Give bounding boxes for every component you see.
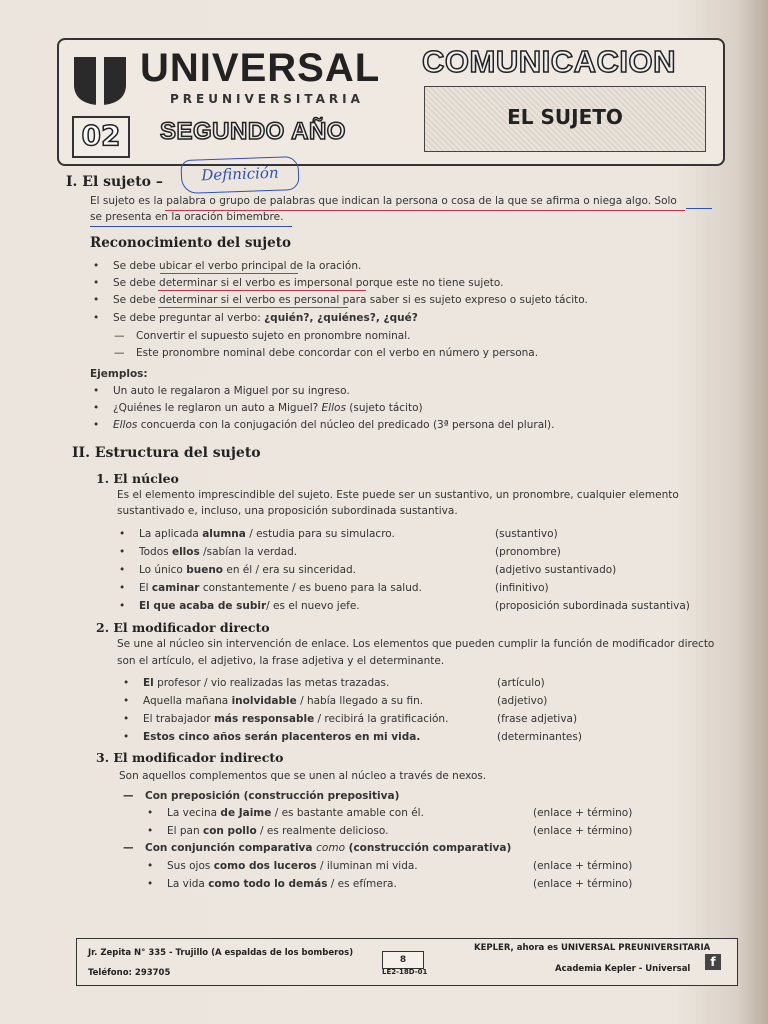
comparative-text: Con conjunción comparativa xyxy=(145,842,317,854)
subsection-nucleus-title: 1. El núcleo xyxy=(96,471,179,486)
category-tag: (enlace + término) xyxy=(533,825,633,837)
example-text: El trabajador xyxy=(143,713,214,725)
example-item xyxy=(167,878,397,890)
footer-address: Jr. Zepita N° 335 - Trujillo (A espaldas de los bomberos) xyxy=(88,948,354,958)
example-item xyxy=(139,564,356,576)
highlighted-term: como dos luceros xyxy=(213,860,317,872)
category-tag: (artículo) xyxy=(497,677,545,689)
highlighted-term: como todo lo demás xyxy=(208,878,328,890)
highlighted-term: El xyxy=(143,677,154,689)
example-item xyxy=(113,419,554,431)
footer-slogan: KEPLER, ahora es UNIVERSAL PREUNIVERSITARIA xyxy=(474,943,711,953)
example-item xyxy=(167,825,388,837)
example-text: El pan xyxy=(167,825,203,837)
example-text: / recibirá la gratificación. xyxy=(314,713,449,725)
direct-modifier-text-1: Se une al núcleo sin intervención de enlace. Los elementos que pueden cumplir la función de modificador directo xyxy=(117,638,715,650)
example-text: / había llegado a su fin. xyxy=(296,695,424,707)
example-text: profesor / vio realizadas las metas trazadas. xyxy=(153,677,390,689)
example-text: / estudia para su simulacro. xyxy=(245,528,395,540)
category-tag: (pronombre) xyxy=(495,546,561,558)
example-text: /sabían la verdad. xyxy=(199,546,298,558)
nucleus-text-1: Es el elemento imprescindible del sujeto. Este puede ser un sustantivo, un pronombre, cualquier elemento xyxy=(117,489,679,501)
example-item: • Un auto le regalaron a Miguel por su ingreso. xyxy=(113,385,350,397)
prepositive-title: — Con preposición (construcción prepositiva) xyxy=(145,790,399,802)
highlighted-term: alumna xyxy=(202,528,246,540)
examples-title: Ejemplos: xyxy=(90,368,148,380)
example-text: La vecina xyxy=(167,807,221,819)
category-tag: (adjetivo) xyxy=(497,695,548,707)
example-text: / es efímera. xyxy=(327,878,397,890)
comparative-title xyxy=(145,842,511,854)
highlighted-term: Estos cinco años serán placenteros en mi vida. xyxy=(143,731,421,743)
unit-number: 02 xyxy=(72,116,130,158)
highlighted-term: bueno xyxy=(186,564,224,576)
footer-phone: Teléfono: 293705 xyxy=(88,968,171,978)
category-tag: (enlace + término) xyxy=(533,807,633,819)
example-item xyxy=(139,582,422,594)
example-text: / es realmente delicioso. xyxy=(256,825,389,837)
example-item xyxy=(167,807,424,819)
dash-item: — Este pronombre nominal debe concordar con el verbo en número y persona. xyxy=(136,347,538,359)
list-item: • Se debe determinar si el verbo es impersonal porque este no tiene sujeto. xyxy=(113,277,503,289)
red-underline xyxy=(158,290,366,291)
category-tag: (sustantivo) xyxy=(495,528,558,540)
comparative-text: (construcción comparativa) xyxy=(345,842,512,854)
example-italic: Ellos xyxy=(321,402,346,414)
highlighted-term: El que acaba de subir xyxy=(139,600,267,612)
list-item xyxy=(113,312,418,324)
footer-code: LE2-18D-01 xyxy=(382,968,428,976)
category-tag: (frase adjetiva) xyxy=(497,713,578,725)
brand-name: UNIVERSAL xyxy=(140,46,381,90)
direct-modifier-text-2: son el artículo, el adjetivo, la frase adjetiva y el determinante. xyxy=(117,655,445,667)
universal-logo-icon xyxy=(72,55,128,107)
example-text: concuerda con la conjugación del núcleo del predicado (3ª persona del plural). xyxy=(137,419,555,431)
highlighted-term: más responsable xyxy=(213,713,315,725)
example-item xyxy=(143,677,389,689)
example-text: / es el nuevo jefe. xyxy=(266,600,360,612)
example-item xyxy=(139,600,360,612)
example-item xyxy=(143,713,448,725)
category-tag: (proposición subordinada sustantiva) xyxy=(495,600,690,612)
example-text: / iluminan mi vida. xyxy=(316,860,418,872)
recognition-title: Reconocimiento del sujeto xyxy=(90,235,291,251)
handwritten-annotation: Definición xyxy=(180,156,299,194)
example-text: / es bastante amable con él. xyxy=(271,807,424,819)
dash-item: — Convertir el supuesto sujeto en pronombre nominal. xyxy=(136,330,411,342)
highlighted-term: con pollo xyxy=(202,825,257,837)
category-tag: (enlace + término) xyxy=(533,878,633,890)
definition-line-2: se presenta en la oración bimembre. xyxy=(90,211,284,223)
example-item xyxy=(167,860,418,872)
comparative-italic: como xyxy=(316,842,345,854)
example-item xyxy=(143,731,420,743)
ask-text: Se debe preguntar al verbo: xyxy=(113,312,265,324)
list-item: • Se debe determinar si el verbo es personal para saber si es sujeto expreso o sujeto tácito. xyxy=(113,294,588,306)
category-tag: (adjetivo sustantivado) xyxy=(495,564,617,576)
section-2-title: II. Estructura del sujeto xyxy=(72,445,261,461)
page-number: 8 xyxy=(382,951,424,969)
list-item: • Se debe ubicar el verbo principal de la oración. xyxy=(113,260,361,272)
subsection-direct-modifier-title: 2. El modificador directo xyxy=(96,620,270,635)
topic-title: EL SUJETO xyxy=(507,105,623,129)
topic-box xyxy=(424,86,706,152)
example-text: La aplicada xyxy=(139,528,203,540)
example-item xyxy=(113,402,423,414)
indirect-modifier-text: Son aquellos complementos que se unen al núcleo a través de nexos. xyxy=(119,770,487,782)
ask-questions: ¿quién?, ¿quiénes?, ¿qué? xyxy=(264,312,418,324)
example-text: El xyxy=(139,582,152,594)
highlighted-term: inolvidable xyxy=(231,695,297,707)
example-text: La vida xyxy=(167,878,209,890)
example-text: constantemente / es bueno para la salud. xyxy=(199,582,422,594)
category-tag: (enlace + término) xyxy=(533,860,633,872)
highlighted-term: de Jaime xyxy=(220,807,272,819)
footer-academy: Academia Kepler - Universal xyxy=(555,964,691,974)
blue-underline xyxy=(90,226,292,227)
example-item xyxy=(139,528,395,540)
example-item xyxy=(143,695,423,707)
nucleus-text-2: sustantivado e, incluso, una proposición subordinada sustantiva. xyxy=(117,505,458,517)
example-text: Sus ojos xyxy=(167,860,214,872)
highlighted-term: caminar xyxy=(151,582,200,594)
subsection-indirect-modifier-title: 3. El modificador indirecto xyxy=(96,750,284,765)
highlighted-term: ellos xyxy=(171,546,200,558)
facebook-icon: f xyxy=(705,954,721,970)
definition-line-1: El sujeto es la palabra o grupo de palabras que indican la persona o cosa de la que se afirma o niega algo. Solo xyxy=(90,195,677,207)
red-underline xyxy=(158,307,348,308)
course-title: COMUNICACION xyxy=(422,44,676,79)
red-underline xyxy=(165,210,685,211)
brand-subtitle: PREUNIVERSITARIA xyxy=(170,92,364,106)
category-tag: (determinantes) xyxy=(497,731,582,743)
section-1-title: I. El sujeto – xyxy=(66,174,163,190)
red-underline xyxy=(160,273,298,274)
grade-label: SEGUNDO AÑO xyxy=(160,118,346,145)
blue-underline xyxy=(686,208,712,209)
example-text: Aquella mañana xyxy=(143,695,232,707)
example-text: en él / era su sinceridad. xyxy=(223,564,357,576)
category-tag: (infinitivo) xyxy=(495,582,549,594)
example-text: Lo único xyxy=(139,564,187,576)
example-text: ¿Quiénes le reglaron un auto a Miguel? xyxy=(113,402,322,414)
example-italic: Ellos xyxy=(113,419,138,431)
example-text: (sujeto tácito) xyxy=(345,402,423,414)
example-text: Todos xyxy=(139,546,172,558)
example-item xyxy=(139,546,297,558)
